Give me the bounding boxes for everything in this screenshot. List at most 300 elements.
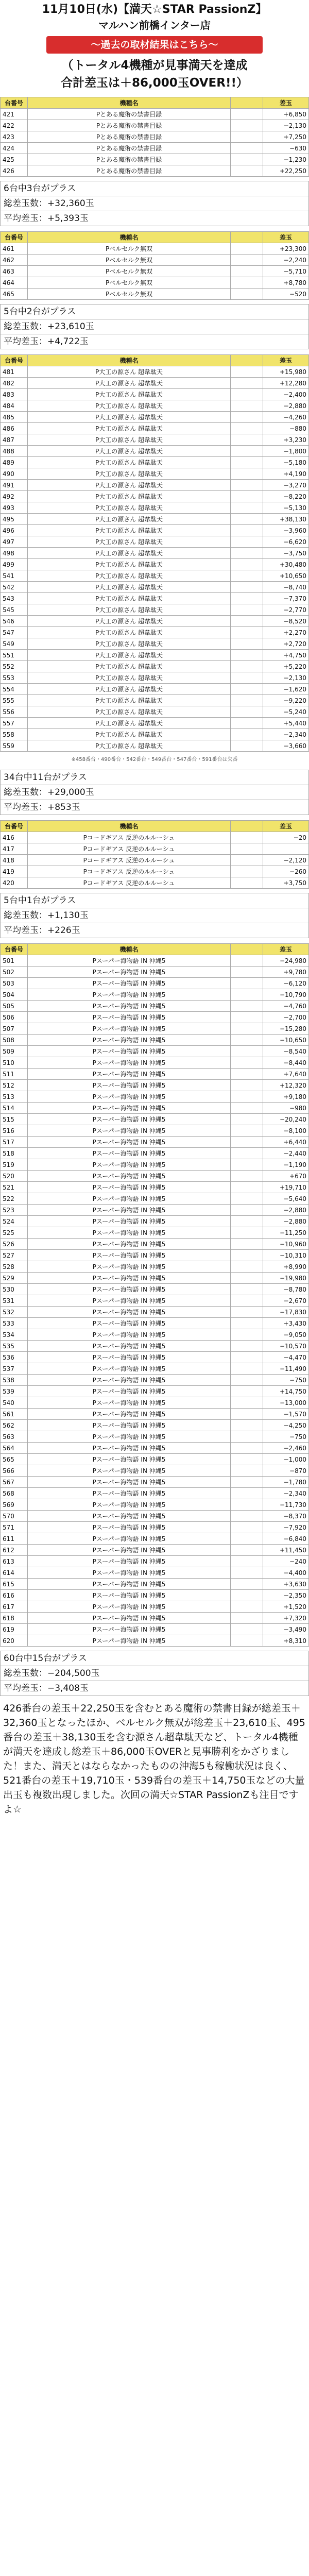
table-row bbox=[1, 1114, 309, 1125]
table-row bbox=[1, 1624, 309, 1635]
empty-cell bbox=[231, 1295, 263, 1307]
ball-difference: −1,000 bbox=[263, 1454, 309, 1465]
machine-number: 549 bbox=[1, 638, 28, 650]
machine-number: 503 bbox=[1, 978, 28, 989]
ball-difference: +8,780 bbox=[263, 277, 309, 289]
machine-model: Pスーパー海物語 IN 沖縄5 bbox=[28, 1114, 231, 1125]
ball-difference: −11,490 bbox=[263, 1363, 309, 1375]
summary-line: 平均差玉：+5,393玉 bbox=[0, 211, 309, 226]
table-row bbox=[1, 1171, 309, 1182]
empty-cell bbox=[231, 1318, 263, 1329]
machine-model: Pコードギアス 反逆のルルーシュ bbox=[28, 877, 231, 889]
table-row bbox=[1, 434, 309, 446]
machine-model: Pスーパー海物語 IN 沖縄5 bbox=[28, 1182, 231, 1193]
empty-cell bbox=[231, 548, 263, 559]
ball-difference: +4,750 bbox=[263, 650, 309, 661]
table-row bbox=[1, 131, 309, 143]
table-row bbox=[1, 1386, 309, 1397]
machine-number: 517 bbox=[1, 1137, 28, 1148]
empty-cell bbox=[231, 154, 263, 165]
empty-cell bbox=[231, 1431, 263, 1443]
machine-number: 499 bbox=[1, 559, 28, 570]
ball-difference: +3,430 bbox=[263, 1318, 309, 1329]
machine-number: 570 bbox=[1, 1511, 28, 1522]
machine-number: 537 bbox=[1, 1363, 28, 1375]
result-section bbox=[0, 97, 309, 226]
empty-cell bbox=[231, 255, 263, 266]
table-row bbox=[1, 1137, 309, 1148]
ball-difference: +8,310 bbox=[263, 1635, 309, 1647]
machine-model: Pスーパー海物語 IN 沖縄5 bbox=[28, 1125, 231, 1137]
machine-number: 497 bbox=[1, 536, 28, 548]
table-row bbox=[1, 1545, 309, 1556]
empty-cell bbox=[231, 955, 263, 967]
result-table bbox=[0, 231, 309, 300]
empty-cell bbox=[231, 1579, 263, 1590]
empty-cell bbox=[231, 480, 263, 491]
table-row bbox=[1, 593, 309, 604]
machine-number: 482 bbox=[1, 378, 28, 389]
table-row bbox=[1, 514, 309, 525]
ball-difference: −880 bbox=[263, 423, 309, 434]
result-table bbox=[0, 354, 309, 752]
machine-number: 615 bbox=[1, 1579, 28, 1590]
empty-cell bbox=[231, 1114, 263, 1125]
machine-number: 489 bbox=[1, 457, 28, 468]
empty-cell bbox=[231, 1533, 263, 1545]
machine-model: P大工の源さん 超韋駄天 bbox=[28, 366, 231, 378]
machine-model: Pとある魔術の禁書目録 bbox=[28, 165, 231, 177]
empty-cell bbox=[231, 1125, 263, 1137]
table-header-row bbox=[1, 355, 309, 366]
ball-difference: −750 bbox=[263, 1431, 309, 1443]
machine-model: Pベルセルク無双 bbox=[28, 266, 231, 277]
ball-difference: −20,240 bbox=[263, 1114, 309, 1125]
table-header-row bbox=[1, 944, 309, 955]
table-row bbox=[1, 1057, 309, 1069]
machine-model: Pスーパー海物語 IN 沖縄5 bbox=[28, 1352, 231, 1363]
ball-difference: −520 bbox=[263, 289, 309, 300]
table-row bbox=[1, 457, 309, 468]
table-row bbox=[1, 525, 309, 536]
table-row bbox=[1, 740, 309, 752]
table-row bbox=[1, 1250, 309, 1261]
machine-model: Pスーパー海物語 IN 沖縄5 bbox=[28, 1329, 231, 1341]
empty-cell bbox=[231, 1261, 263, 1273]
empty-cell bbox=[231, 1477, 263, 1488]
machine-number: 559 bbox=[1, 740, 28, 752]
machine-number: 611 bbox=[1, 1533, 28, 1545]
table-row bbox=[1, 1635, 309, 1647]
table-row bbox=[1, 661, 309, 672]
ball-difference: +7,640 bbox=[263, 1069, 309, 1080]
machine-number: 496 bbox=[1, 525, 28, 536]
empty-cell bbox=[231, 1624, 263, 1635]
machine-number: 567 bbox=[1, 1477, 28, 1488]
machine-model: P大工の源さん 超韋駄天 bbox=[28, 389, 231, 400]
machine-model: Pスーパー海物語 IN 沖縄5 bbox=[28, 1227, 231, 1239]
empty-cell bbox=[231, 412, 263, 423]
empty-cell bbox=[231, 1193, 263, 1205]
table-row bbox=[1, 582, 309, 593]
machine-model: P大工の源さん 超韋駄天 bbox=[28, 468, 231, 480]
past-results-link[interactable]: ～過去の取材結果はこちら～ bbox=[46, 36, 263, 54]
machine-model: P大工の源さん 超韋駄天 bbox=[28, 695, 231, 706]
machine-number: 505 bbox=[1, 1001, 28, 1012]
machine-model: Pコードギアス 反逆のルルーシュ bbox=[28, 832, 231, 843]
summary-line: 平均差玉：−3,408玉 bbox=[0, 1681, 309, 1696]
machine-number: 528 bbox=[1, 1261, 28, 1273]
machine-number: 511 bbox=[1, 1069, 28, 1080]
ball-difference: −1,230 bbox=[263, 154, 309, 165]
table-row bbox=[1, 423, 309, 434]
empty-cell bbox=[231, 1363, 263, 1375]
machine-model: Pコードギアス 反逆のルルーシュ bbox=[28, 866, 231, 877]
ball-difference: −8,540 bbox=[263, 1046, 309, 1057]
empty-cell bbox=[231, 423, 263, 434]
ball-difference: +8,990 bbox=[263, 1261, 309, 1273]
empty-cell bbox=[231, 1465, 263, 1477]
machine-model: Pスーパー海物語 IN 沖縄5 bbox=[28, 1443, 231, 1454]
table-row bbox=[1, 672, 309, 684]
table-row bbox=[1, 684, 309, 695]
empty-cell bbox=[231, 843, 263, 855]
machine-model: Pとある魔術の禁書目録 bbox=[28, 131, 231, 143]
empty-cell bbox=[231, 446, 263, 457]
empty-cell bbox=[231, 1239, 263, 1250]
table-row bbox=[1, 1363, 309, 1375]
empty-cell bbox=[231, 570, 263, 582]
empty-cell bbox=[231, 389, 263, 400]
header-model: 機種名 bbox=[28, 355, 231, 366]
machine-model: Pスーパー海物語 IN 沖縄5 bbox=[28, 1556, 231, 1567]
ball-difference: −10,570 bbox=[263, 1341, 309, 1352]
machine-number: 418 bbox=[1, 855, 28, 866]
machine-number: 421 bbox=[1, 109, 28, 120]
ball-difference: −2,400 bbox=[263, 389, 309, 400]
ball-difference: −1,570 bbox=[263, 1409, 309, 1420]
machine-number: 525 bbox=[1, 1227, 28, 1239]
machine-model: Pスーパー海物語 IN 沖縄5 bbox=[28, 1159, 231, 1171]
ball-difference: −13,000 bbox=[263, 1397, 309, 1409]
empty-cell bbox=[231, 1057, 263, 1069]
machine-model: P大工の源さん 超韋駄天 bbox=[28, 423, 231, 434]
machine-model: Pスーパー海物語 IN 沖縄5 bbox=[28, 1386, 231, 1397]
table-row bbox=[1, 143, 309, 154]
machine-number: 540 bbox=[1, 1397, 28, 1409]
table-row bbox=[1, 559, 309, 570]
table-row bbox=[1, 502, 309, 514]
header-diff: 差玉 bbox=[263, 232, 309, 243]
header-empty bbox=[231, 944, 263, 955]
ball-difference: −5,640 bbox=[263, 1193, 309, 1205]
machine-number: 481 bbox=[1, 366, 28, 378]
empty-cell bbox=[231, 1250, 263, 1261]
machine-number: 461 bbox=[1, 243, 28, 255]
machine-number: 542 bbox=[1, 582, 28, 593]
table-row bbox=[1, 1499, 309, 1511]
summary-line: 平均差玉：+4,722玉 bbox=[0, 334, 309, 349]
ball-difference: −10,650 bbox=[263, 1035, 309, 1046]
empty-cell bbox=[231, 1454, 263, 1465]
machine-number: 536 bbox=[1, 1352, 28, 1363]
machine-model: P大工の源さん 超韋駄天 bbox=[28, 457, 231, 468]
machine-model: P大工の源さん 超韋駄天 bbox=[28, 627, 231, 638]
result-table bbox=[0, 943, 309, 1647]
table-header-row bbox=[1, 232, 309, 243]
header-model: 機種名 bbox=[28, 232, 231, 243]
machine-model: Pスーパー海物語 IN 沖縄5 bbox=[28, 1318, 231, 1329]
lead-line-2: 合計差玉は＋86,000玉OVER!!） bbox=[61, 76, 248, 90]
ball-difference: −8,100 bbox=[263, 1125, 309, 1137]
ball-difference: −260 bbox=[263, 866, 309, 877]
machine-model: Pスーパー海物語 IN 沖縄5 bbox=[28, 1590, 231, 1601]
ball-difference: −20 bbox=[263, 832, 309, 843]
table-row bbox=[1, 1567, 309, 1579]
machine-model: Pスーパー海物語 IN 沖縄5 bbox=[28, 1363, 231, 1375]
machine-model: P大工の源さん 超韋駄天 bbox=[28, 525, 231, 536]
machine-model: Pスーパー海物語 IN 沖縄5 bbox=[28, 1023, 231, 1035]
machine-model: Pスーパー海物語 IN 沖縄5 bbox=[28, 1239, 231, 1250]
machine-number: 426 bbox=[1, 165, 28, 177]
machine-number: 463 bbox=[1, 266, 28, 277]
empty-cell bbox=[231, 434, 263, 446]
table-row bbox=[1, 109, 309, 120]
machine-number: 527 bbox=[1, 1250, 28, 1261]
table-row bbox=[1, 978, 309, 989]
machine-number: 504 bbox=[1, 989, 28, 1001]
machine-number: 420 bbox=[1, 877, 28, 889]
table-row bbox=[1, 165, 309, 177]
machine-number: 491 bbox=[1, 480, 28, 491]
machine-number: 485 bbox=[1, 412, 28, 423]
ball-difference: +5,220 bbox=[263, 661, 309, 672]
empty-cell bbox=[231, 604, 263, 616]
conclusion-text: 426番台の差玉＋22,250玉を含むとある魔術の禁書目録が総差玉＋32,360玉となったほか、ベルセルク無双が総差玉＋23,610玉、495番台の差玉＋38,130玉を含む源さん超韋駄天など、トータル4機種が満天を達成し総差玉＋86,000玉OVERと見事勝利をかざりました！また、満天とはならなかったものの沖海5も稼働状況は良く、521番台の差玉＋19,710玉・539番台の差玉＋14,750玉などの大量出玉も複数出現しました。次回の満天☆STAR PassionZも注目ですよ☆ bbox=[3, 1703, 305, 1815]
table-row bbox=[1, 1046, 309, 1057]
machine-model: P大工の源さん 超韋駄天 bbox=[28, 718, 231, 729]
machine-number: 563 bbox=[1, 1431, 28, 1443]
header-diff: 差玉 bbox=[263, 944, 309, 955]
empty-cell bbox=[231, 1443, 263, 1454]
empty-cell bbox=[231, 1205, 263, 1216]
machine-model: Pスーパー海物語 IN 沖縄5 bbox=[28, 1533, 231, 1545]
ball-difference: −870 bbox=[263, 1465, 309, 1477]
machine-number: 562 bbox=[1, 1420, 28, 1431]
machine-model: P大工の源さん 超韋駄天 bbox=[28, 740, 231, 752]
table-row bbox=[1, 1488, 309, 1499]
machine-model: Pスーパー海物語 IN 沖縄5 bbox=[28, 1171, 231, 1182]
empty-cell bbox=[231, 457, 263, 468]
machine-number: 514 bbox=[1, 1103, 28, 1114]
ball-difference: −2,340 bbox=[263, 729, 309, 740]
ball-difference: −6,120 bbox=[263, 978, 309, 989]
machine-number: 492 bbox=[1, 491, 28, 502]
table-row bbox=[1, 1465, 309, 1477]
header-diff: 差玉 bbox=[263, 355, 309, 366]
table-row bbox=[1, 480, 309, 491]
machine-number: 417 bbox=[1, 843, 28, 855]
table-row bbox=[1, 604, 309, 616]
ball-difference: +9,780 bbox=[263, 967, 309, 978]
ball-difference: +1,520 bbox=[263, 1601, 309, 1613]
table-row bbox=[1, 154, 309, 165]
machine-number: 487 bbox=[1, 434, 28, 446]
empty-cell bbox=[231, 1216, 263, 1227]
machine-number: 565 bbox=[1, 1454, 28, 1465]
table-row bbox=[1, 570, 309, 582]
empty-cell bbox=[231, 1069, 263, 1080]
empty-cell bbox=[231, 400, 263, 412]
machine-number: 569 bbox=[1, 1499, 28, 1511]
machine-number: 546 bbox=[1, 616, 28, 627]
machine-model: Pスーパー海物語 IN 沖縄5 bbox=[28, 1012, 231, 1023]
table-header-row bbox=[1, 97, 309, 109]
ball-difference: −8,440 bbox=[263, 1057, 309, 1069]
empty-cell bbox=[231, 855, 263, 866]
machine-number: 538 bbox=[1, 1375, 28, 1386]
machine-model: Pスーパー海物語 IN 沖縄5 bbox=[28, 1284, 231, 1295]
table-row bbox=[1, 695, 309, 706]
table-row bbox=[1, 1590, 309, 1601]
machine-model: Pとある魔術の禁書目録 bbox=[28, 120, 231, 131]
empty-cell bbox=[231, 989, 263, 1001]
ball-difference: −2,240 bbox=[263, 255, 309, 266]
table-row bbox=[1, 277, 309, 289]
summary-line: 平均差玉：+226玉 bbox=[0, 923, 309, 938]
machine-model: P大工の源さん 超韋駄天 bbox=[28, 593, 231, 604]
table-row bbox=[1, 989, 309, 1001]
ball-difference: −8,220 bbox=[263, 491, 309, 502]
summary-line: 総差玉数：−204,500玉 bbox=[0, 1666, 309, 1681]
table-row bbox=[1, 1556, 309, 1567]
machine-model: Pとある魔術の禁書目録 bbox=[28, 154, 231, 165]
machine-model: Pスーパー海物語 IN 沖縄5 bbox=[28, 1635, 231, 1647]
machine-number: 613 bbox=[1, 1556, 28, 1567]
machine-number: 416 bbox=[1, 832, 28, 843]
machine-model: P大工の源さん 超韋駄天 bbox=[28, 684, 231, 695]
machine-number: 614 bbox=[1, 1567, 28, 1579]
machine-number: 425 bbox=[1, 154, 28, 165]
machine-model: P大工の源さん 超韋駄天 bbox=[28, 570, 231, 582]
summary-line: 平均差玉：+853玉 bbox=[0, 800, 309, 815]
ball-difference: +3,630 bbox=[263, 1579, 309, 1590]
machine-model: Pスーパー海物語 IN 沖縄5 bbox=[28, 1465, 231, 1477]
empty-cell bbox=[231, 1159, 263, 1171]
machine-model: Pスーパー海物語 IN 沖縄5 bbox=[28, 1522, 231, 1533]
ball-difference: −2,340 bbox=[263, 1488, 309, 1499]
header-empty bbox=[231, 355, 263, 366]
machine-number: 526 bbox=[1, 1239, 28, 1250]
ball-difference: +10,650 bbox=[263, 570, 309, 582]
empty-cell bbox=[231, 1012, 263, 1023]
empty-cell bbox=[231, 1182, 263, 1193]
ball-difference: +6,850 bbox=[263, 109, 309, 120]
machine-model: Pコードギアス 反逆のルルーシュ bbox=[28, 843, 231, 855]
empty-cell bbox=[231, 978, 263, 989]
missing-numbers-note: ※458番台・490番台・542番台・549番台・547番台・591番台は欠番 bbox=[71, 757, 238, 762]
machine-model: Pスーパー海物語 IN 沖縄5 bbox=[28, 1205, 231, 1216]
empty-cell bbox=[231, 729, 263, 740]
empty-cell bbox=[231, 1613, 263, 1624]
table-row bbox=[1, 1001, 309, 1012]
machine-number: 515 bbox=[1, 1114, 28, 1125]
machine-number: 521 bbox=[1, 1182, 28, 1193]
machine-model: Pスーパー海物語 IN 沖縄5 bbox=[28, 1295, 231, 1307]
ball-difference: +2,720 bbox=[263, 638, 309, 650]
table-row bbox=[1, 1023, 309, 1035]
empty-cell bbox=[231, 165, 263, 177]
ball-difference: −4,250 bbox=[263, 1420, 309, 1431]
ball-difference: −5,240 bbox=[263, 706, 309, 718]
empty-cell bbox=[231, 1046, 263, 1057]
machine-model: Pスーパー海物語 IN 沖縄5 bbox=[28, 967, 231, 978]
machine-number: 532 bbox=[1, 1307, 28, 1318]
header-diff: 差玉 bbox=[263, 821, 309, 832]
ball-difference: −2,440 bbox=[263, 1148, 309, 1159]
empty-cell bbox=[231, 1273, 263, 1284]
empty-cell bbox=[231, 695, 263, 706]
ball-difference: −2,130 bbox=[263, 672, 309, 684]
ball-difference: −980 bbox=[263, 1103, 309, 1114]
machine-number: 571 bbox=[1, 1522, 28, 1533]
table-header-row bbox=[1, 821, 309, 832]
ball-difference: +14,750 bbox=[263, 1386, 309, 1397]
machine-number: 486 bbox=[1, 423, 28, 434]
table-row bbox=[1, 1601, 309, 1613]
table-row bbox=[1, 1182, 309, 1193]
ball-difference: −2,700 bbox=[263, 1012, 309, 1023]
ball-difference: −9,220 bbox=[263, 695, 309, 706]
machine-number: 524 bbox=[1, 1216, 28, 1227]
empty-cell bbox=[231, 1148, 263, 1159]
ball-difference: −2,770 bbox=[263, 604, 309, 616]
machine-model: Pスーパー海物語 IN 沖縄5 bbox=[28, 1216, 231, 1227]
machine-model: P大工の源さん 超韋駄天 bbox=[28, 536, 231, 548]
machine-model: Pスーパー海物語 IN 沖縄5 bbox=[28, 1080, 231, 1091]
empty-cell bbox=[231, 1137, 263, 1148]
machine-model: Pスーパー海物語 IN 沖縄5 bbox=[28, 1488, 231, 1499]
machine-model: Pスーパー海物語 IN 沖縄5 bbox=[28, 1499, 231, 1511]
empty-cell bbox=[231, 616, 263, 627]
table-row bbox=[1, 1613, 309, 1624]
table-row bbox=[1, 718, 309, 729]
ball-difference: −5,180 bbox=[263, 457, 309, 468]
machine-number: 612 bbox=[1, 1545, 28, 1556]
table-row bbox=[1, 616, 309, 627]
summary-line: 総差玉数：+29,000玉 bbox=[0, 785, 309, 800]
table-row bbox=[1, 378, 309, 389]
machine-model: P大工の源さん 超韋駄天 bbox=[28, 729, 231, 740]
ball-difference: −10,960 bbox=[263, 1239, 309, 1250]
empty-cell bbox=[231, 1499, 263, 1511]
empty-cell bbox=[231, 525, 263, 536]
machine-number: 493 bbox=[1, 502, 28, 514]
empty-cell bbox=[231, 877, 263, 889]
results-sections bbox=[0, 97, 309, 1696]
machine-number: 498 bbox=[1, 548, 28, 559]
machine-number: 556 bbox=[1, 706, 28, 718]
result-section bbox=[0, 354, 309, 815]
header-no: 台番号 bbox=[1, 355, 28, 366]
table-row bbox=[1, 1511, 309, 1522]
machine-model: P大工の源さん 超韋駄天 bbox=[28, 400, 231, 412]
empty-cell bbox=[231, 718, 263, 729]
ball-difference: −3,270 bbox=[263, 480, 309, 491]
ball-difference bbox=[263, 843, 309, 855]
table-row bbox=[1, 389, 309, 400]
empty-cell bbox=[231, 1590, 263, 1601]
